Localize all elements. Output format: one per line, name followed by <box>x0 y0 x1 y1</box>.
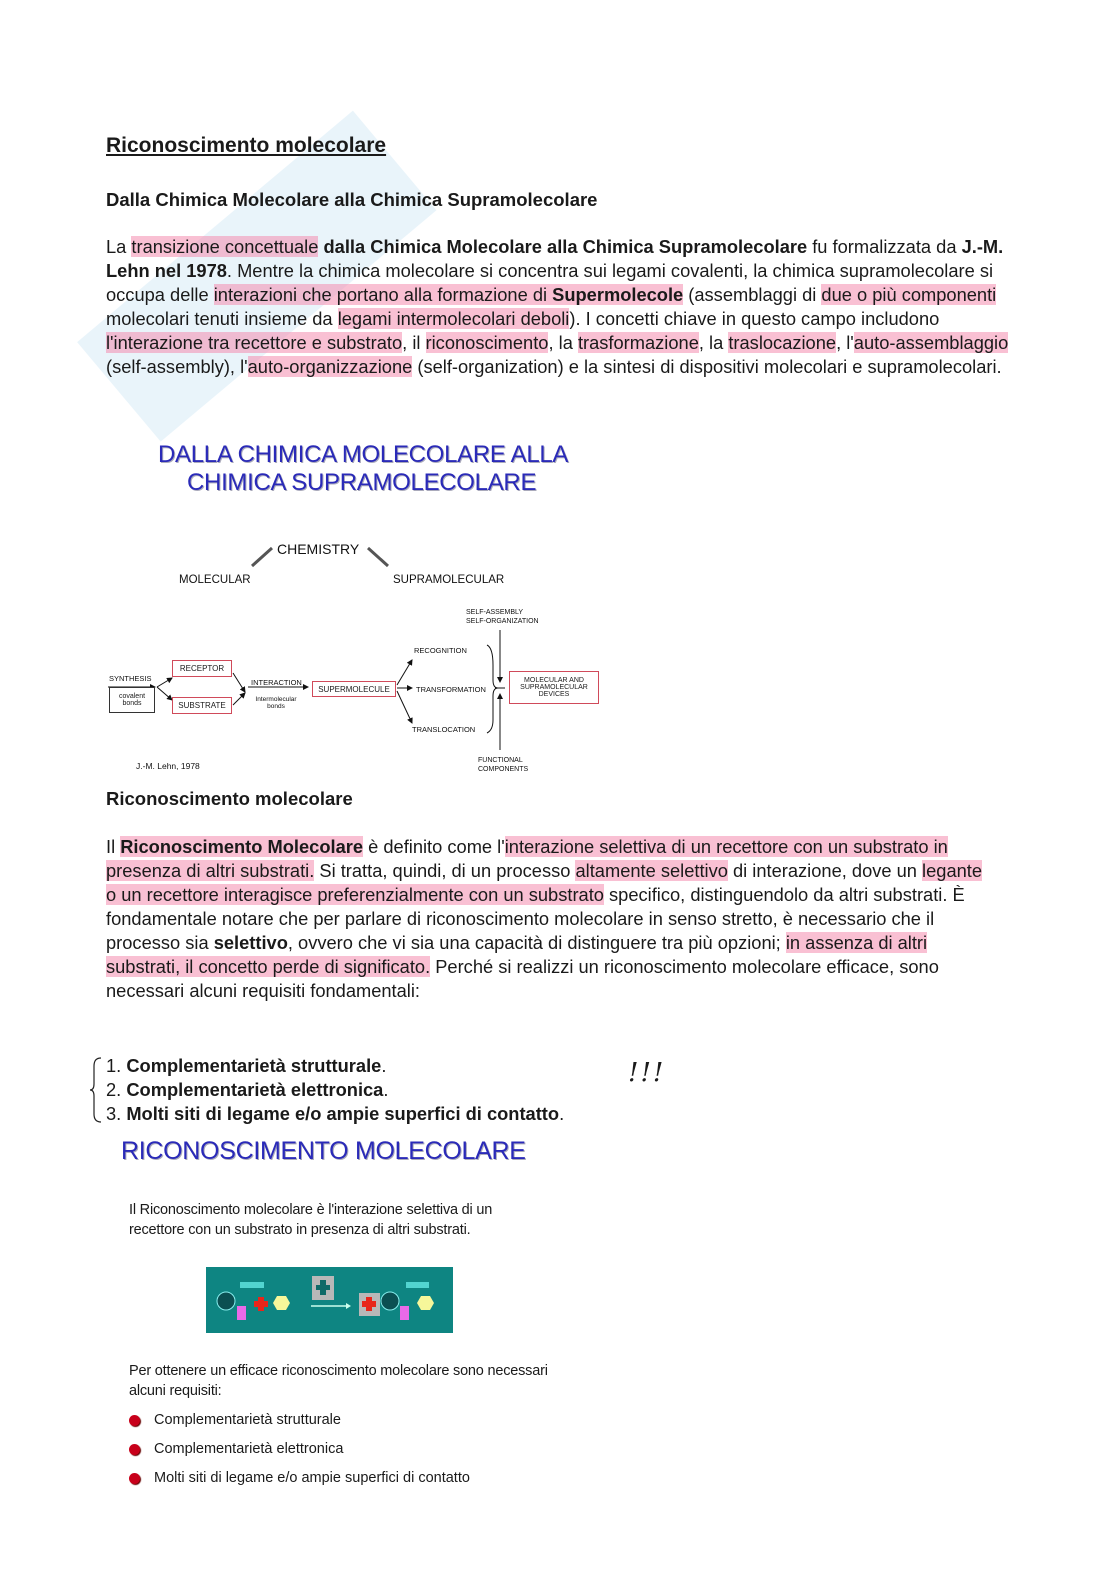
bullet-text: Molti siti di legame e/o ampie superfici di contatto <box>154 1470 470 1486</box>
box-substrate: SUBSTRATE <box>172 697 232 714</box>
label-chemistry: CHEMISTRY <box>277 541 360 557</box>
requirement-text: Complementarietà elettronica <box>126 1079 384 1100</box>
requirement-item: 2. Complementarietà elettronica. <box>106 1079 389 1100</box>
text-run: Il <box>106 836 121 857</box>
requirement-text: Complementarietà strutturale <box>126 1055 382 1076</box>
intro-paragraph <box>106 235 1011 379</box>
text-run: , la <box>698 332 729 353</box>
recognition-illustration <box>206 1267 453 1333</box>
requirements-list <box>106 1054 564 1126</box>
requirement-text: Molti siti di legame e/o ampie superfici di contatto <box>126 1103 560 1124</box>
diagram-arrows <box>100 530 610 780</box>
text-run: , ovvero che vi sia una capacità di distinguere tra più opzioni; <box>287 932 786 953</box>
bullet-icon <box>129 1444 140 1455</box>
text-run: (self-organization) e la sintesi di dispositivi molecolari e supramolecolari. <box>412 356 1002 377</box>
bullet-text: Complementarietà elettronica <box>154 1441 344 1457</box>
text-run: , il <box>402 332 426 353</box>
text-run: ). I concetti chiave in questo campo includono <box>569 308 940 329</box>
box-receptor: RECEPTOR <box>172 660 232 677</box>
label-self-assembly <box>466 608 539 626</box>
label-recognition: RECOGNITION <box>414 646 467 655</box>
slide2-title: RICONOSCIMENTO MOLECOLARE <box>121 1137 526 1165</box>
handwritten-note: !!! <box>628 1058 666 1088</box>
label-molecular: MOLECULAR <box>179 574 251 586</box>
highlighted-text: in assenza di altri substrati, il concetto perde di significato. <box>106 932 928 977</box>
box-devices: MOLECULAR AND SUPRAMOLECULAR DEVICES <box>509 671 599 704</box>
box-supermolecule: SUPERMOLECULE <box>312 681 396 697</box>
bullet-icon <box>129 1415 140 1426</box>
text-run: Perché si realizzi un riconoscimento molecolare efficace, sono necessari alcuni requisiti fondamentali: <box>106 956 939 1001</box>
label-supramolecular: SUPRAMOLECULAR <box>393 574 505 586</box>
highlighted-text: riconoscimento <box>425 332 549 353</box>
requirement-number: 2. <box>106 1079 127 1100</box>
label-translocation: TRANSLOCATION <box>412 725 476 734</box>
requirement-number: 3. <box>106 1103 127 1124</box>
text-run: di interazione, dove un <box>727 860 923 881</box>
requirement-number: 1. <box>106 1055 127 1076</box>
bold-text: dalla Chimica Molecolare alla Chimica Supramolecolare <box>323 236 808 257</box>
bullet-icon <box>129 1473 140 1484</box>
text-run: specifico, distinguendolo da altri substrati. È fondamentale notare che per parlare di riconoscimento molecolare in senso stretto, è necessario che il processo sia <box>106 884 965 953</box>
slide2-intro: Per ottenere un efficace riconoscimento molecolare sono necessari alcuni requisiti: <box>129 1363 548 1399</box>
label-synthesis: SYNTHESIS <box>109 674 152 683</box>
text-run: La <box>106 236 132 257</box>
text-run: . Mentre la chimica molecolare si concentra sui legami covalenti, la chimica supramolecolare si occupa delle <box>106 260 994 305</box>
highlighted-text: Supermolecole <box>552 284 684 305</box>
bullet-text: Complementarietà strutturale <box>154 1412 341 1428</box>
slide2-bullet <box>129 1441 343 1457</box>
label-interaction: INTERACTION <box>251 678 302 687</box>
diagram-credit: J.-M. Lehn, 1978 <box>136 761 200 771</box>
slide-title-line1: DALLA CHIMICA MOLECOLARE ALLA <box>158 441 569 468</box>
self-assembly-text: SELF-ASSEMBLY <box>466 609 524 616</box>
label-transformation: TRANSFORMATION <box>416 685 486 694</box>
highlighted-text: transizione concettuale <box>131 236 319 257</box>
text-run: , l' <box>836 332 854 353</box>
recognition-paragraph <box>106 835 986 1003</box>
highlighted-text: legami intermolecolari deboli <box>337 308 570 329</box>
self-organization-text: SELF-ORGANIZATION <box>466 618 539 625</box>
label-intermolecular-bonds: Intermolecular bonds <box>255 696 297 710</box>
text-run: Si tratta, quindi, di un processo <box>314 860 576 881</box>
highlighted-text: altamente selettivo <box>575 860 728 881</box>
highlighted-text: trasformazione <box>577 332 699 353</box>
text-run: (self-assembly), l' <box>106 356 248 377</box>
text-run: fu formalizzata da <box>807 236 962 257</box>
slide-title-line2: CHIMICA SUPRAMOLECOLARE <box>187 469 537 496</box>
highlighted-text: auto-assemblaggio <box>853 332 1009 353</box>
highlighted-text: legante o un recettore interagisce preferenzialmente con un substrato <box>106 860 983 905</box>
receptor-bar <box>240 1282 264 1288</box>
document-title: Riconoscimento molecolare <box>106 134 387 157</box>
highlighted-text: interazioni che portano alla formazione di <box>213 284 553 305</box>
slide2-bullet <box>129 1470 470 1486</box>
highlighted-text: Riconoscimento Molecolare <box>120 836 364 857</box>
highlighted-text: due o più componenti <box>821 284 997 305</box>
substrate-rect <box>237 1306 246 1320</box>
receptor-bar-2 <box>406 1282 429 1288</box>
slide2-definition: Il Riconoscimento molecolare è l'interazione selettiva di un recettore con un substrato in presenza di altri substrati. <box>129 1202 493 1238</box>
text-run: , la <box>548 332 578 353</box>
rect-2 <box>400 1306 409 1320</box>
section-heading-2: Riconoscimento molecolare <box>106 788 353 809</box>
text-run: (assemblaggi di <box>683 284 822 305</box>
requirement-item: 1. Complementarietà strutturale. <box>106 1055 387 1076</box>
highlighted-text: interazione selettiva di un recettore con un substrato in presenza di altri substrati. <box>106 836 948 881</box>
box-covalent-bonds: covalent bonds <box>109 687 155 713</box>
label-functional-components: FUNCTIONAL COMPONENTS <box>478 757 529 773</box>
receptor-circle <box>217 1292 235 1310</box>
highlighted-text: l'interazione tra recettore e substrato <box>106 332 403 353</box>
highlighted-text: traslocazione <box>728 332 837 353</box>
requirement-item: 3. Molti siti di legame e/o ampie superfici di contatto. <box>106 1103 565 1124</box>
text-run: è definito come l' <box>363 836 505 857</box>
section-heading: Dalla Chimica Molecolare alla Chimica Supramolecolare <box>106 189 598 210</box>
bold-text: selettivo <box>213 932 288 953</box>
brace-mark <box>88 1056 104 1124</box>
circle-2 <box>381 1292 399 1310</box>
bold-text: J.-M. Lehn nel 1978 <box>106 236 1004 281</box>
highlighted-text: auto-organizzazione <box>247 356 413 377</box>
text-run: molecolari tenuti insieme da <box>106 308 338 329</box>
slide2-bullet <box>129 1412 341 1428</box>
